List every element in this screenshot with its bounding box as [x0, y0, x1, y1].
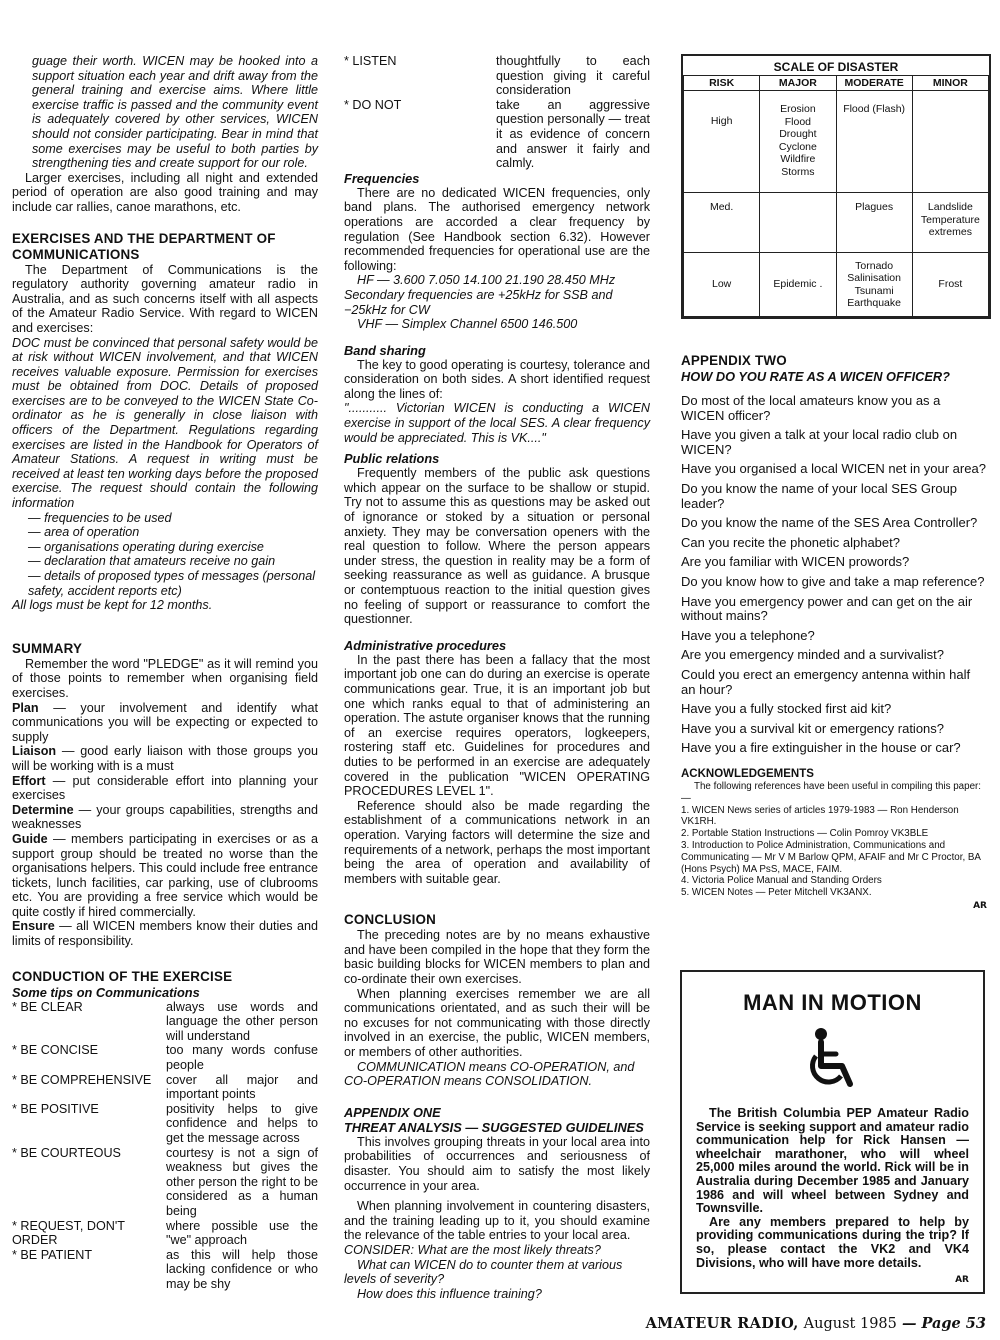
- table-cell: [912, 91, 988, 193]
- column-left: [12, 54, 318, 1292]
- tip-key: * BE COMPREHENSIVE: [12, 1072, 152, 1087]
- conclusion-italic: COMMUNICATION means CO-OPERATION, and CO-OPERATION means CONSOLIDATION.: [344, 1059, 635, 1089]
- question: Have you organised a local WICEN net in your area?: [681, 461, 986, 477]
- pledge-term: Ensure: [12, 919, 55, 934]
- pledge-item: [12, 832, 318, 920]
- question: Are you emergency minded and a survivalist?: [681, 647, 945, 663]
- table-cell: Med.: [684, 193, 760, 253]
- tip-key: * BE PATIENT: [12, 1247, 93, 1262]
- pledge-item: [12, 744, 318, 773]
- motion-body: [682, 1107, 983, 1288]
- conclusion-para-1: The preceding notes are by no means exhaustive and have been compiled in the hope that they form the basic building blocks for WICEN members to plan and co-ordinate their own exercises.: [344, 928, 650, 987]
- man-in-motion-box: [680, 970, 985, 1294]
- table-cell: Landslide Temperature extremes: [912, 193, 988, 253]
- pledge-text: — your involvement and identify what communications you will be expecting or expected to supply: [12, 700, 318, 744]
- tip-value: where possible use the "we" approach: [166, 1218, 318, 1248]
- conclusion-para-2: When planning exercises remember we are all communications orientated, and as such their will be no excuses for not communicating with those directly involved in an exercise, the public, WICEN members, or members of other authorities.: [344, 986, 650, 1060]
- tips-list: [12, 1000, 318, 1292]
- consider-line: What can WICEN do to counter them at various levels of severity?: [344, 1257, 623, 1287]
- list-item: — frequencies to be used: [28, 511, 318, 526]
- tip-value: thoughtfully to each question giving it careful consideration: [496, 54, 650, 98]
- pledge-item: [12, 803, 318, 832]
- table-cell: Flood (Flash): [836, 91, 912, 193]
- ack-item: 1. WICEN News series of articles 1979-1983 — Ron Henderson VK1RH.: [681, 804, 959, 828]
- summary-heading: SUMMARY: [12, 640, 83, 656]
- freq-hf: HF — 3.600 7.050 14.100 21.190 28.450 MHz: [357, 273, 616, 288]
- pledge-text: — put considerable effort into planning your exercises: [12, 773, 318, 803]
- scale-of-disaster-table: [681, 54, 991, 319]
- pr-heading: Public relations: [344, 451, 440, 467]
- motion-title: MAN IN MOTION: [743, 990, 922, 1015]
- wheelchair-icon: [682, 1026, 983, 1095]
- band-para: The key to good operating is courtesy, tolerance and consideration on both sides. A short identified request along the lines of:: [344, 357, 650, 401]
- table-row: [684, 193, 989, 253]
- tips-subheading: Some tips on Communications: [12, 984, 200, 1000]
- pledge-item: [12, 701, 318, 745]
- appendix-two-heading: APPENDIX TWO: [681, 353, 787, 369]
- tip-value: always use words and language the other person will understand: [166, 999, 318, 1043]
- doc-italic: DOC must be convinced that personal safety would be at risk without WICEN involvement, and that WICEN receives valuable exposure. Permission for exercises must be obtained from DOC. Details of proposed exercises are to be conveyed to the WICEN State Co-ordinator as he is generally in close liaison with officers of the Department. Regulations regarding exercises are listed in the Handbook for Operators of Amateur Stations. A request in writing must be received at least ten working days before the proposed exercise. The request should contain the following information: [12, 335, 318, 511]
- pledge-term: Guide: [12, 831, 48, 846]
- consider-line: CONSIDER: What are the most likely threats?: [344, 1242, 601, 1257]
- tip-key: * LISTEN: [344, 54, 397, 68]
- table-row: [684, 91, 989, 193]
- appendix-one-para-1: This involves grouping threats in your local area into probabilities of occurrences and seriousness of disaster. You should aim to satisfy the most likely occurrence in your area.: [344, 1134, 650, 1193]
- tip-key: * BE CLEAR: [12, 999, 83, 1014]
- page-footer: [646, 1315, 986, 1332]
- issue-date: August 1985: [803, 1316, 897, 1332]
- admin-para-1: In the past there has been a fallacy that the most important job one can do during an exercise is operate communications gear. True, it is an important job but one which ranks equal to that of administering an operation. The astute organiser knows that the running of an exercise requires operators, logkeepers, rostering staff etc. Guidelines for procedures and duties to be performed in an exercise are adequately covered in the publication "WICEN OPERATING PROCEDURES LEVEL 1".: [344, 652, 650, 799]
- summary-intro: Remember the word "PLEDGE" as it will remind you of those points to remember when organising field exercises.: [12, 656, 318, 700]
- pledge-text: — good early liaison with those groups you will be working with is a must: [12, 744, 318, 773]
- tips-continued: [344, 54, 650, 171]
- question: Are you familiar with WICEN prowords?: [681, 554, 910, 570]
- tip-key: * BE POSITIVE: [12, 1101, 99, 1116]
- table-header-row: [684, 75, 989, 91]
- ack-item: 4. Victoria Police Manual and Standing Orders: [681, 875, 882, 887]
- band-quote: "........... Victorian WICEN is conducting a WICEN exercise in support of the local SES. A clear frequency would be appreciated. This is VK....": [344, 401, 650, 445]
- intro-italic: guage their worth. WICEN may be hooked into a support situation each year and drift away from the general training and exercise aims. Where little exercise traffic is passed and the community event is adequately covered by other services, WICEN should not consider participating. Bear in mind that some exercises may be useful to both parties by strengthening ties and create support for our role.: [32, 54, 318, 171]
- question: Have you given a talk at your local radio club on WICEN?: [681, 427, 958, 457]
- pledge-text: — your groups capabilities, strengths and weaknesses: [12, 802, 318, 832]
- consider-line: How does this influence training?: [357, 1286, 542, 1301]
- ack-item: 5. WICEN Notes — Peter Mitchell VK3ANX.: [681, 887, 872, 899]
- table-cell: Tornado Salinisation Tsunami Earthquake: [836, 253, 912, 317]
- motion-para-2: Are any members prepared to help by providing communications during the trip? If so, please contact the VK2 and VK4 Divisions, who will have more details.: [696, 1214, 969, 1270]
- ack-intro: The following references have been useful in compiling this paper:—: [681, 780, 981, 804]
- list-item: — declaration that amateurs receive no gain: [28, 554, 318, 569]
- tip-key: * DO NOT: [344, 97, 402, 112]
- table-row: [684, 253, 989, 317]
- freq-para: There are no dedicated WICEN frequencies, only band plans. The authorised emergency network operations are accorded a clear frequency by regulation (See Handbook section 6.32). However recommended frequencies for operational use are the following:: [344, 185, 650, 273]
- table-cell: Frost: [912, 253, 988, 317]
- ar-mark: AR: [973, 900, 987, 911]
- question: Do you know the name of the SES Area Controller?: [681, 515, 978, 531]
- tip-value: courtesy is not a sign of weakness but gives the other person the right to be considered as a human being: [166, 1145, 318, 1218]
- list-item: — area of operation: [28, 525, 318, 540]
- table-cell: [760, 193, 836, 253]
- question: Can you recite the phonetic alphabet?: [681, 534, 900, 550]
- pledge-text: — members participating in exercises or as a support group should be treated no worse than the organisations helpers. This could include free entrance tickets, lunch facilities, car parking, use of clubrooms etc. You are providing a free service which would be quite costly if hired commercially.: [12, 831, 318, 919]
- appendix-one-para-2: When planning involvement in countering disasters, and the training leading up to it, you should examine the relevance of the table entries to your local area.: [344, 1199, 650, 1243]
- tip-key: * BE CONCISE: [12, 1043, 99, 1058]
- question: Do you know how to give and take a map reference?: [681, 574, 985, 590]
- appendix-one-heading: APPENDIX ONE: [344, 1104, 441, 1120]
- question: Do most of the local amateurs know you as a WICEN officer?: [681, 393, 941, 423]
- tip-value: cover all major and important points: [166, 1072, 318, 1102]
- question: Have you a fire extinguisher in the house or car?: [681, 740, 961, 756]
- admin-heading: Administrative procedures: [344, 637, 507, 653]
- tip-key: * BE COURTEOUS: [12, 1145, 121, 1160]
- motion-para-1: The British Columbia PEP Amateur Radio Service is seeking support and amateur radio communication help for Rick Hansen — wheelchair marathoner, who will wheel 25,000 miles around the world. Rick will be in Australia during December 1985 and January 1986 and will wheel between Sydney and Townsville.: [696, 1106, 969, 1216]
- table-cell: High: [684, 91, 760, 193]
- freq-heading: Frequencies: [344, 170, 420, 186]
- ar-mark: AR: [955, 1275, 969, 1286]
- appendix-two-sub: HOW DO YOU RATE AS A WICEN OFFICER?: [681, 369, 950, 385]
- tip-value: take an aggressive question personally — treat it as evidence of concern and answer it fairly and calmly.: [496, 97, 650, 171]
- admin-para-2: Reference should also be made regarding the establishment of a communications network in an operation. Varying factors will determine the size and requirements of a network, perhaps the most important being the area of operation and availability of members with suitable gear.: [344, 798, 650, 886]
- doc-logs: All logs must be kept for 12 months.: [12, 598, 213, 613]
- question: Could you erect an emergency antenna within half an hour?: [681, 667, 971, 697]
- intro-plain: Larger exercises, including all night and extended period of operation are also good training and may include car rallies, canoe marathons, etc.: [12, 170, 318, 214]
- freq-secondary: Secondary frequencies are +25kHz for SSB and −25kHz for CW: [344, 287, 613, 317]
- question: Have you a fully stocked first aid kit?: [681, 701, 892, 717]
- pr-para: Frequently members of the public ask questions which appear on the surface to be shallow or stupid. Try not to assume this as questions may be asked out of ignorance or stoked by a situation or personal anxiety. They may be conversation openers with the real question to follow. Where the person appears under stress, the question in reality may be a form of seeking reassurance as well as guidance. A brusque or contemptuous reaction to the initial question gives no feeling of support or reassurance to comfort the questionner.: [344, 466, 650, 627]
- page-number: — Page 53: [901, 1315, 986, 1332]
- question: Do you know the name of your local SES Group leader?: [681, 481, 958, 511]
- question: Have you a telephone?: [681, 627, 815, 643]
- question: Have you a survival kit or emergency rations?: [681, 720, 945, 736]
- question: Have you emergency power and can get on the air without mains?: [681, 593, 973, 624]
- magazine-name: AMATEUR RADIO,: [645, 1315, 799, 1332]
- freq-vhf: VHF — Simplex Channel 6500 146.500: [357, 317, 578, 332]
- pledge-term: Plan: [12, 700, 39, 715]
- ack-item: 2. Portable Station Instructions — Colin Pomroy VK3BLE: [681, 828, 929, 840]
- band-heading: Band sharing: [344, 342, 426, 358]
- pledge-item: [12, 919, 318, 948]
- conclusion-heading: CONCLUSION: [344, 912, 437, 928]
- table-cell: Epidemic .: [760, 253, 836, 317]
- tip-value: too many words confuse people: [166, 1043, 318, 1073]
- column-right: [681, 54, 987, 914]
- table-title: SCALE OF DISASTER: [773, 60, 899, 74]
- pledge-term: Liaison: [12, 744, 57, 759]
- doc-list: [12, 511, 318, 599]
- appendix-one-sub: THREAT ANALYSIS — SUGGESTED GUIDELINES: [344, 1119, 644, 1135]
- table-cell: Plagues: [836, 193, 912, 253]
- pledge-term: Determine: [12, 802, 74, 817]
- disaster-table: [683, 75, 989, 318]
- column-middle: [344, 54, 650, 1301]
- tip-value: as this will help those lacking confidence or who may be shy: [166, 1247, 318, 1291]
- pledge-term: Effort: [12, 773, 46, 788]
- tip-value: positivity helps to give confidence and helps to get the message across: [166, 1101, 318, 1145]
- pledge-item: [12, 774, 318, 803]
- table-cell: Low: [684, 253, 760, 317]
- doc-para: The Department of Communications is the regulatory authority governing amateur radio in Australia, and as such concerns itself with all aspects of the Amateur Radio Service. With regard to WICEN and exercises:: [12, 262, 318, 335]
- ack-item: 3. Introduction to Police Administration, Communications and Communicating — Mr V M Barlow QPM, AFAIF and Mr C Proctor, BA (Hons Psych) MA PsS, MACE, FAIM.: [681, 839, 981, 875]
- column-header: RISK: [684, 75, 760, 91]
- column-header: MODERATE: [836, 75, 912, 91]
- ack-heading: ACKNOWLEDGEMENTS: [681, 767, 814, 780]
- conduction-heading: CONDUCTION OF THE EXERCISE: [12, 968, 233, 984]
- list-item: — organisations operating during exercise: [28, 540, 318, 555]
- pledge-text: — all WICEN members know their duties and limits of responsibility.: [12, 919, 318, 949]
- column-header: MAJOR: [760, 75, 836, 91]
- table-cell: Erosion Flood Drought Cyclone Wildfire Storms: [760, 91, 836, 193]
- tip-key: * REQUEST, DON'T ORDER: [12, 1218, 125, 1248]
- doc-heading: EXERCISES AND THE DEPARTMENT OF COMMUNICATIONS: [12, 230, 276, 262]
- list-item: — details of proposed types of messages (personal safety, accident reports etc): [28, 569, 318, 598]
- column-header: MINOR: [912, 75, 988, 91]
